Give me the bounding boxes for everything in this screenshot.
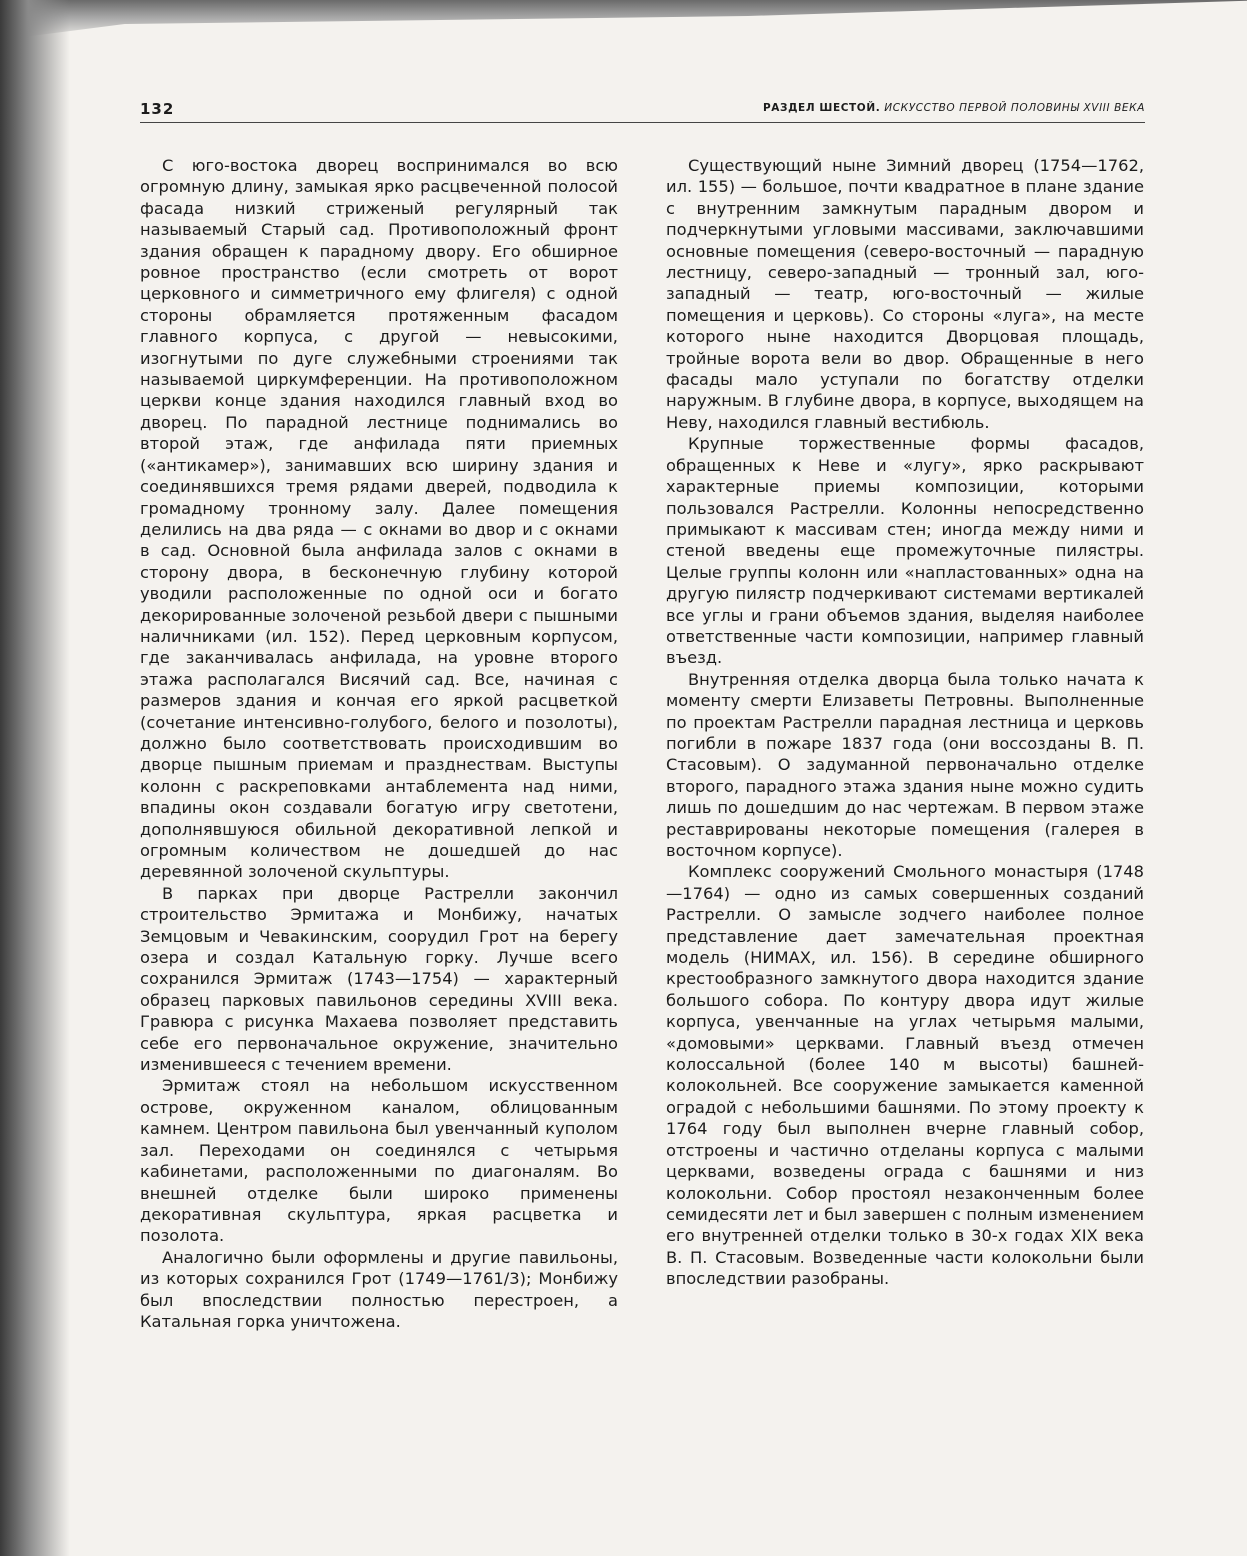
paragraph: В парках при дворце Растрелли закончил строительство Эрмитажа и Монбижу, начатых Земцовым и Чевакинским, соорудил Грот на берегу озера и создал Катальную горку. Лучше всего сохранился Эрмитаж (1743—1754) — характерный образец парковых павильонов середины XVIII века. Гравюра с рисунка Махаева позволяет представить себе его первоначальное окружение, значительно изменившееся с течением времени. (140, 883, 618, 1075)
paragraph: Аналогично были оформлены и другие павильоны, из которых сохранился Грот (1749—1761/3); Монбижу был впоследствии полностью перестроен, а Катальная горка уничтожена. (140, 1247, 618, 1331)
left-column (140, 155, 618, 1332)
right-column (666, 155, 1144, 1290)
paragraph: Существующий ныне Зимний дворец (1754—1762, ил. 155) — большое, почти квадратное в плане здание с внутренним замкнутым парадным двором и подчеркнутыми угловыми массивами, заключавшими основные помещения (северо-восточный — парадную лестницу, северо-западный — тронный зал, юго-западный — театр, юго-восточный — жилые помещения и церковь). Со стороны «луга», на месте которого ныне находится Дворцовая площадь, тройные ворота вели во двор. Обращенные в него фасады мало уступали по богатству отделки наружным. В глубине двора, в корпусе, выходящем на Неву, находился главный вестибюль. (666, 156, 1144, 432)
paragraph: С юго-востока дворец воспринимался во всю огромную длину, замыкая ярко расцвеченной полосой фасада низкий стриженый регулярный так называемый Старый сад. Противоположный фронт здания обращен к парадному двору. Его обширное ровное пространство (если смотреть от ворот церковного и симметричного ему флигеля) с одной стороны обрамляется протяженным фасадом главного корпуса, с другой — невысокими, изогнутыми по дуге служебными строениями так называемой циркумференции. На противоположном церкви конце здания находился главный вход во дворец. По парадной лестнице поднимались во второй этаж, где анфилада пяти приемных («антикамер»), занимавших всю ширину здания и соединявшихся тремя рядами дверей, подводила к громадному тронному залу. Далее помещения делились на два ряда — с окнами во двор и с окнами в сад. Основной была анфилада залов с окнами в сторону двора, в бесконечную глубину которой уводили расположенные по одной оси и богато декорированные золоченой резьбой двери с пышными наличниками (ил. 152). Перед церковным корпусом, где заканчивалась анфилада, на уровне второго этажа располагался Висячий сад. Все, начиная с размеров здания и кончая его яркой расцветкой (сочетание интенсивно-голубого, белого и позолоты), должно было соответствовать происходившим во дворце пышным приемам и празднествам. Выступы колонн с раскреповками антаблемента над ними, впадины окон создавали богатую игру светотени, дополнявшуюся обильной декоративной лепкой и огромным количеством не дошедшей до нас деревянной золоченой скульптуры. (140, 156, 618, 882)
page-number: 132 (140, 100, 175, 118)
section-label: РАЗДЕЛ ШЕСТОЙ. (763, 102, 881, 114)
paragraph: Крупные торжественные формы фасадов, обращенных к Неве и «лугу», ярко раскрывают характерные приемы композиции, которыми пользовался Растрелли. Колонны непосредственно примыкают к массивам стен; иногда между ними и стеной введены еще промежуточные пилястры. Целые группы колонн или «напластованных» одна на другую пилястр подчеркивают системами вертикалей все углы и грани объемов здания, выделяя наиболее ответственные части композиции, например главный въезд. (666, 434, 1144, 668)
paragraph: Комплекс сооружений Смольного монастыря (1748—1764) — одно из самых совершенных созданий Растрелли. О замысле зодчего наиболее полное представление дает замечательная проектная модель (НИМАХ, ил. 156). В середине обширного крестообразного замкнутого двора находится здание большого собора. По контуру двора идут жилые корпуса, увенчанные на углах четырьмя малыми, «домовыми» церквами. Главный въезд отмечен колоссальной (более 140 м высоты) башней-колокольней. Все сооружение замыкается каменной оградой с небольшими башнями. По этому проекту к 1764 году был выполнен вчерне главный собор, отстроены и частично отделаны корпуса с малыми церквами, возведены ограда с башнями и низ колокольни. Собор простоял незаконченным более семидесяти лет и был завершен с полным изменением его внутренней отделки только в 30-х годах XIX века В. П. Стасовым. Возведенные части колокольни были впоследствии разобраны. (666, 862, 1144, 1289)
scan-edge (0, 0, 70, 1556)
paragraph: Эрмитаж стоял на небольшом искусственном острове, окруженном каналом, облицованным камнем. Центром павильона был увенчанный куполом зал. Переходами он соединялся с четырьмя кабинетами, расположенными по диагоналям. Во внешней отделке были широко применены декоративная скульптура, яркая расцветка и позолота. (140, 1076, 618, 1246)
running-head (763, 102, 1145, 114)
scan-shadow (0, 0, 1247, 40)
paragraph: Внутренняя отделка дворца была только начата к моменту смерти Елизаветы Петровны. Выполненные по проектам Растрелли парадная лестница и церковь погибли в пожаре 1837 года (они воссозданы В. П. Стасовым). О задуманной первоначально отделке второго, парадного этажа здания ныне можно судить лишь по дошедшим до нас чертежам. В первом этаже реставрированы некоторые помещения (галерея в восточном корпусе). (666, 669, 1144, 860)
section-title: ИСКУССТВО ПЕРВОЙ ПОЛОВИНЫ XVIII ВЕКА (884, 102, 1145, 114)
page-header (140, 100, 1145, 123)
